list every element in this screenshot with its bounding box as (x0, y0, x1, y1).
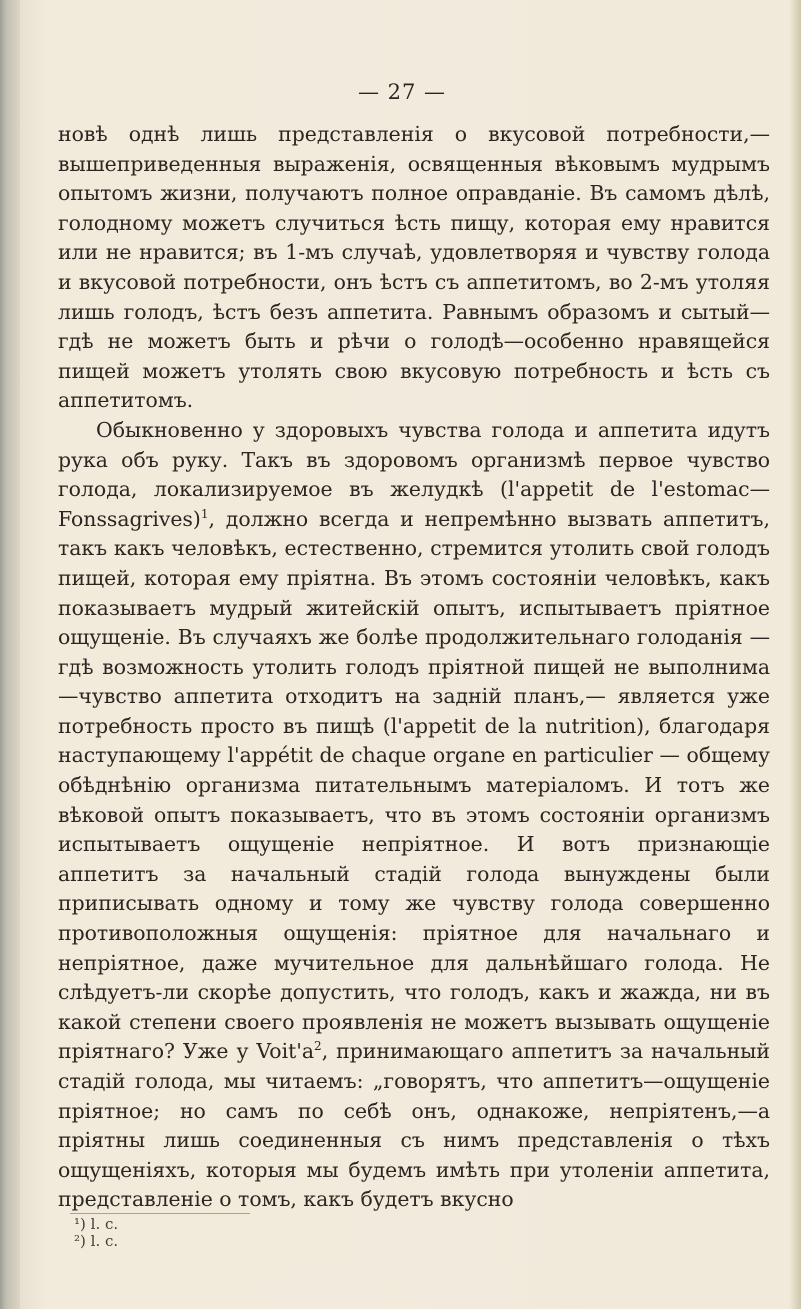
footnote-divider (70, 1213, 250, 1214)
footnote-2-mark: ²) (74, 1232, 86, 1250)
footnotes (74, 1216, 374, 1250)
footnote-1 (74, 1216, 374, 1233)
footnote-1-mark: ¹) (74, 1215, 86, 1233)
paragraph-2-part-1: Обыкновенно у здоровыхъ чувства голода и аппетита идутъ рука объ руку. Такъ въ здоровомъ организмѣ первое чувство голода, локализируемое въ желудкѣ (l'appetit de l'estomac— Fonssagrives) (58, 417, 770, 531)
paragraph-2 (58, 416, 770, 1215)
main-text (58, 120, 770, 1215)
paragraph-2-part-3: , принимающаго аппетитъ за начальный стадій голода, мы читаемъ: „говорятъ, что аппетитъ—ощущеніе пріятное; но самъ по себѣ онъ, однакоже, непріятенъ,—а пріятны лишь соединенныя съ нимъ представленія о тѣхъ ощущеніяхъ, которыя мы будемъ имѣть при утоленіи аппетита, представленіе о томъ, какъ будетъ вкусно (58, 1039, 770, 1212)
footnote-ref-1: 1 (200, 506, 209, 521)
footnote-ref-2: 2 (314, 1039, 322, 1054)
paragraph-1: новѣ однѣ лишь представленія о вкусовой потребности,— вышеприведенныя выраженія, освященныя вѣковымъ мудрымъ опытомъ жизни, получаютъ полное оправданіе. Въ самомъ дѣлѣ, голодному можетъ случиться ѣсть пищу, которая ему нравится или не нравится; въ 1-мъ случаѣ, удовлетворяя и чувству голода и вкусовой потребности, онъ ѣстъ съ аппетитомъ, во 2-мъ утоляя лишь голодъ, ѣстъ безъ аппетита. Равнымъ образомъ и сытый—гдѣ не можетъ быть и рѣчи о голодѣ—особенно нравящейся пищей можетъ утолять свою вкусовую потребность и ѣсть съ аппетитомъ. (58, 122, 770, 413)
binding-shadow (0, 0, 20, 1309)
page-number: — 27 — (357, 80, 447, 104)
footnote-1-text: l. c. (90, 1215, 119, 1233)
footnote-2-text: l. c. (90, 1232, 119, 1250)
page-edge-stain (789, 0, 801, 1309)
paragraph-2-part-2: , должно всегда и непремѣнно вызвать аппетитъ, такъ какъ человѣкъ, естественно, стремится утолить свой голодъ пищей, которая ему пріятна. Въ этомъ состояніи человѣкъ, какъ показываетъ мудрый житейскій опытъ, испытываетъ пріятное ощущеніе. Въ случаяхъ же болѣе продолжительнаго голоданія — гдѣ возможность утолить голодъ пріятной пищей не выполнима—чувство аппетита отходитъ на задній планъ,— является уже потребность просто въ пищѣ (l'appetit de la nutrition), благодаря наступающему l'appétit de chaque organe en particulier — общему обѣднѣнію организма питательнымъ матеріаломъ. И тотъ же вѣковой опытъ показываетъ, что въ этомъ состояніи организмъ испытываетъ ощущеніе непріятное. И вотъ признающіе аппетитъ за начальный стадій голода вынуждены были приписывать одному и тому же чувству голода совершенно противоположныя ощущенія: пріятное для начальнаго и непріятное, даже мучительное для дальнѣйшаго голода. Не слѣдуетъ-ли скорѣе допустить, что голодъ, какъ и жажда, ни въ какой степени своего проявленія не можетъ вызывать ощущеніе пріятнаго? Уже у Voit'a (58, 506, 770, 1064)
footnote-2 (74, 1233, 374, 1250)
